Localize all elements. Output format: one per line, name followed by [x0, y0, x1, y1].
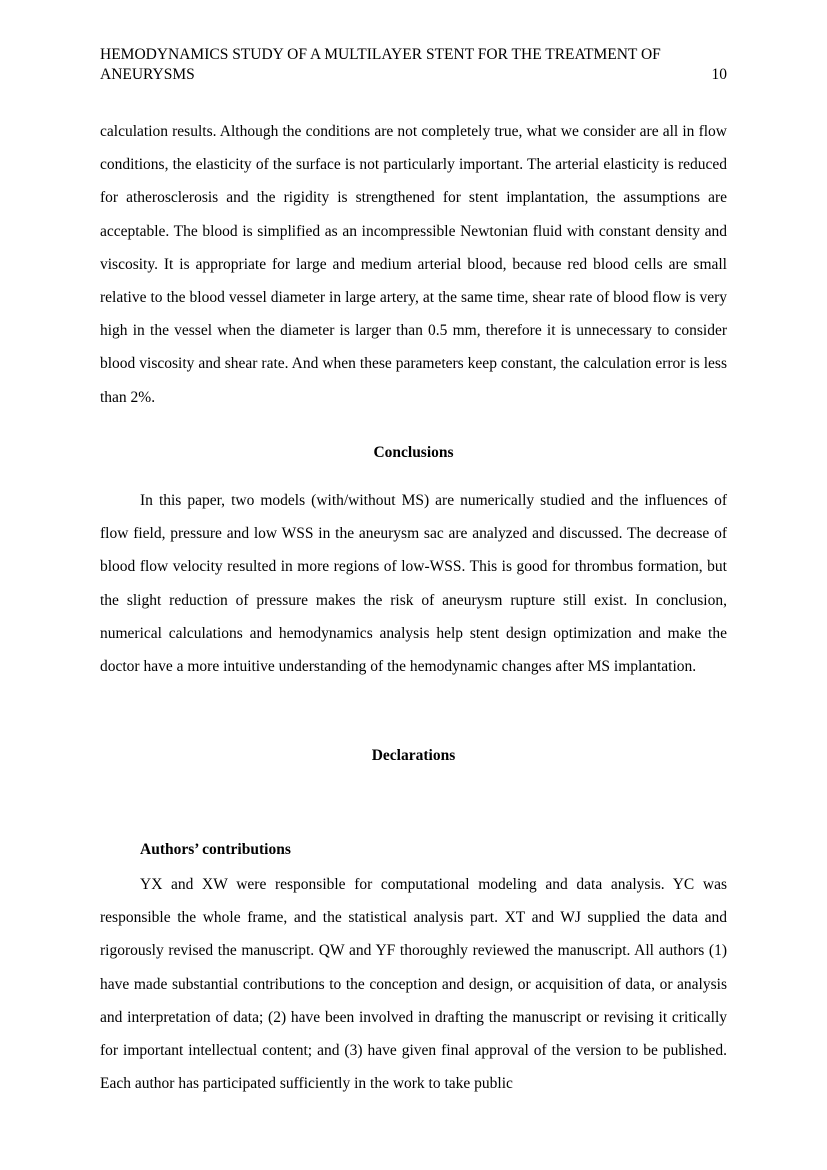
continued-paragraph: calculation results. Although the conditions are not completely true, what we consider are all in flow conditions, the elasticity of the surface is not particularly important. The arterial elasticity is reduced for atherosclerosis and the rigidity is strengthened for stent implantation, the assumptions are acceptable. The blood is simplified as an incompressible Newtonian fluid with constant density and viscosity. It is appropriate for large and medium arterial blood, because red blood cells are small relative to the blood vessel diameter in large artery, at the same time, shear rate of blood flow is very high in the vessel when the diameter is larger than 0.5 mm, therefore it is unnecessary to consider blood viscosity and shear rate. And when these parameters keep constant, the calculation error is less than 2%.	[100, 123, 727, 406]
conclusions-heading: Conclusions	[373, 444, 454, 461]
authors-contributions-heading: Authors’ contributions	[140, 841, 291, 858]
page-number: 10	[711, 66, 727, 83]
authors-contributions-paragraph: YX and XW were responsible for computational modeling and data analysis. YC was responsible the whole frame, and the statistical analysis part. XT and WJ supplied the data and rigorously revised the manuscript. QW and YF thoroughly reviewed the manuscript. All authors (1) have made substantial contributions to the conception and design, or acquisition of data, or analysis and interpretation of data; (2) have been involved in drafting the manuscript or revising it critically for important intellectual content; and (3) have given final approval of the version to be published. Each author has participated sufficiently in the work to take public	[100, 876, 727, 1093]
running-header	[100, 45, 727, 85]
conclusions-paragraph: In this paper, two models (with/without MS) are numerically studied and the influences of flow field, pressure and low WSS in the aneurysm sac are analyzed and discussed. The decrease of blood flow velocity resulted in more regions of low-WSS. This is good for thrombus formation, but the slight reduction of pressure makes the risk of aneurysm rupture still exist. In conclusion, numerical calculations and hemodynamics analysis help stent design optimization and make the doctor have a more intuitive understanding of the hemodynamic changes after MS implantation.	[100, 492, 727, 676]
declarations-heading: Declarations	[371, 747, 456, 764]
running-title: HEMODYNAMICS STUDY OF A MULTILAYER STENT FOR THE TREATMENT OF ANEURYSMS	[100, 46, 661, 83]
